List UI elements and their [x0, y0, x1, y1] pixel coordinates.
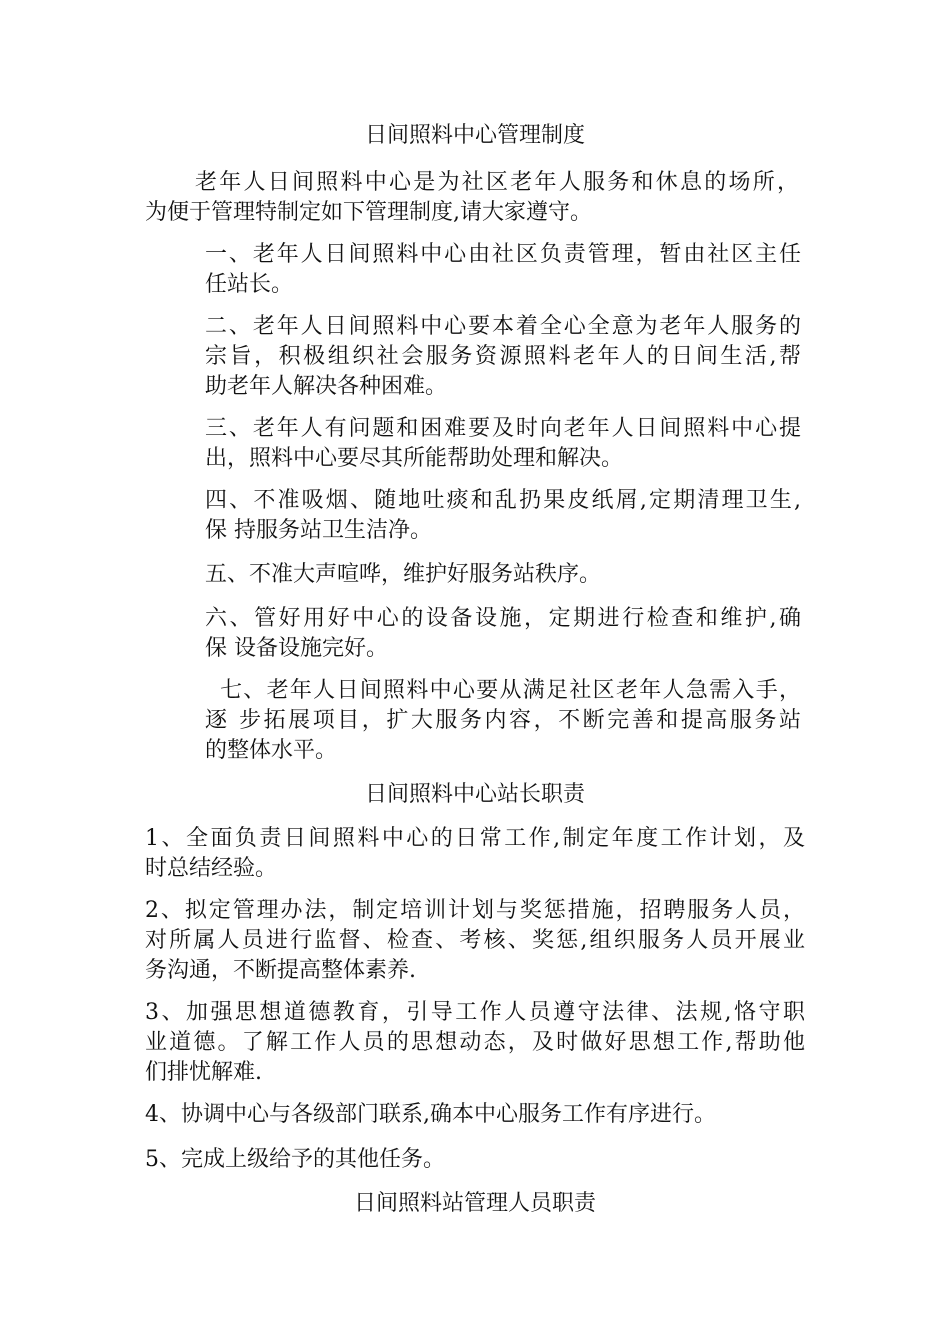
duty-4-line-1: 4、协调中心与各级部门联系,确本中心服务工作有序进行。	[145, 1102, 716, 1127]
rule-3-line-1: 三、老年人有问题和困难要及时向老年人日间照料中心提	[205, 416, 801, 441]
rule-2-line-3: 助老年人解决各种困难。	[205, 374, 448, 399]
duty-1-line-1: 1、全面负责日间照料中心的日常工作,制定年度工作计划，及	[145, 826, 805, 851]
duty-3-line-2: 业道德。了解工作人员的思想动态，及时做好思想工作,帮助他	[145, 1030, 805, 1055]
rule-7-line-2: 逐 步拓展项目，扩大服务内容，不断完善和提高服务站	[205, 708, 801, 733]
duty-2-line-1: 2、拟定管理办法，制定培训计划与奖惩措施，招聘服务人员，	[145, 898, 805, 923]
rule-2-line-1: 二、老年人日间照料中心要本着全心全意为老年人服务的	[205, 314, 801, 339]
duty-3-line-1: 3、加强思想道德教育，引导工作人员遵守法律、法规,恪守职	[145, 1000, 805, 1025]
section-title-management-rules: 日间照料中心管理制度	[364, 123, 585, 148]
rule-2-line-2: 宗旨，积极组织社会服务资源照料老年人的日间生活,帮	[205, 344, 801, 369]
duty-5-line-1: 5、完成上级给予的其他任务。	[145, 1147, 445, 1172]
rule-7-line-1: 七、老年人日间照料中心要从满足社区老年人急需入手，	[220, 678, 801, 703]
rule-6-line-2: 保 设备设施完好。	[205, 636, 388, 661]
duty-3-line-3: 们排忧解难.	[145, 1060, 262, 1085]
rule-1-line-1: 一、老年人日间照料中心由社区负责管理，暂由社区主任	[205, 242, 801, 267]
duty-2-line-3: 务沟通，不断提高整体素养.	[145, 958, 416, 983]
section-title-staff-duties: 日间照料站管理人员职责	[353, 1191, 596, 1216]
intro-line-1: 老年人日间照料中心是为社区老年人服务和休息的场所，	[195, 170, 799, 195]
rule-1-line-2: 任站长。	[205, 272, 294, 297]
rule-5-line-1: 五、不准大声喧哗，维护好服务站秩序。	[205, 562, 602, 587]
rule-7-line-3: 的整体水平。	[205, 738, 338, 763]
rule-6-line-1: 六、管好用好中心的设备设施，定期进行检查和维护,确	[205, 606, 801, 631]
rule-4-line-1: 四、不准吸烟、随地吐痰和乱扔果皮纸屑,定期清理卫生,	[205, 488, 801, 513]
duty-1-line-2: 时总结经验。	[145, 856, 278, 881]
rule-4-line-2: 保 持服务站卫生洁净。	[205, 518, 432, 543]
duty-2-line-2: 对所属人员进行监督、检查、考核、奖惩,组织服务人员开展业	[145, 928, 805, 953]
rule-3-line-2: 出，照料中心要尽其所能帮助处理和解决。	[205, 446, 624, 471]
intro-line-2: 为便于管理特制定如下管理制度,请大家遵守。	[145, 200, 592, 225]
section-title-director-duties: 日间照料中心站长职责	[364, 782, 585, 807]
